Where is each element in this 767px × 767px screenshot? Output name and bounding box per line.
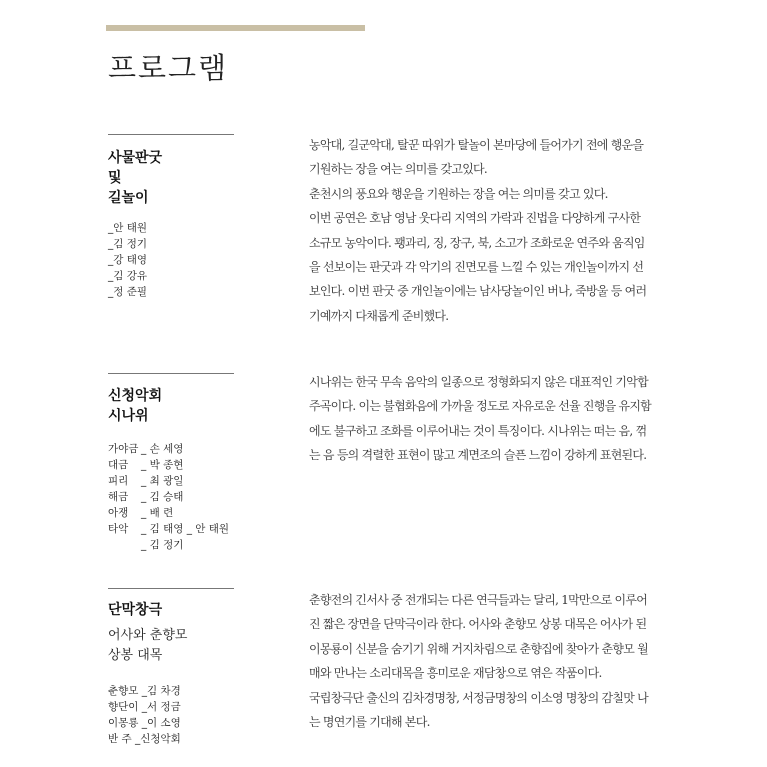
section-title: 사물판굿 및 길놀이 xyxy=(108,150,163,206)
member: _ 김 정기 xyxy=(141,539,184,551)
section-description xyxy=(309,370,654,468)
member: _정 준필 xyxy=(108,286,148,298)
section-description xyxy=(309,588,654,734)
section-title: 단막창극 xyxy=(108,602,163,618)
description-paragraph: 시나위는 한국 무속 음악의 일종으로 정형화되지 않은 대표적인 기악합주곡이다. 이는 불협화음에 가까울 정도로 자유로운 선율 진행을 유지함에도 불구하고 조화를 이루어내는 것이 특징이다. 시나위는 떠는 음, 꺾는 음 등의 격렬한 표현이 많고 계면조의 슬픈 느낌이 강하게 표현된다. xyxy=(309,375,652,463)
member: 대금 _ 박 종현 xyxy=(108,459,184,471)
member-list xyxy=(108,220,147,300)
member: 해금 _ 김 승태 xyxy=(108,491,184,503)
member: 타악 _ 김 태영 _ 안 태원 xyxy=(108,523,230,535)
section-divider xyxy=(108,373,234,374)
member: 가야금 _ 손 세영 xyxy=(108,443,184,455)
member: 반 주 _신청악회 xyxy=(108,733,181,745)
description-paragraph: 춘향전의 긴서사 중 전개되는 다른 연극들과는 달리, 1막만으로 이루어진 짧은 장면을 단막극이라 한다. 어사와 춘향모 상봉 대목은 어사가 된 이몽룡이 신분을 숨기기 위해 거지차림으로 춘향집에 찾아가 춘향모 월매와 만나는 소리대목을 흥미로운 재담창으로 엮은 작품이다. xyxy=(309,593,648,681)
member: 피리 _ 최 광일 xyxy=(108,475,184,487)
section-divider xyxy=(108,134,234,135)
description-paragraph: 농악대, 길군악대, 탈꾼 따위가 탈놀이 본마당에 들어가기 전에 행운을 기원하는 장을 여는 의미를 갖고있다. xyxy=(309,138,644,177)
member: 아쟁 _ 배 련 xyxy=(108,507,174,519)
member: 춘향모 _김 차경 xyxy=(108,685,181,697)
member: _김 정기 xyxy=(108,238,148,250)
member: _강 태영 xyxy=(108,254,148,266)
member: 이몽룡 _이 소영 xyxy=(108,717,181,729)
description-paragraph: 국립창극단 출신의 김차경명창, 서정금명창의 이소영 명창의 감칠맛 나는 명연기를 기대해 본다. xyxy=(309,690,648,730)
member: 향단이 _서 정금 xyxy=(108,701,181,713)
top-accent-bar xyxy=(106,25,365,31)
member: _안 태원 xyxy=(108,222,148,234)
member: _김 강유 xyxy=(108,270,148,282)
section-divider xyxy=(108,588,234,589)
page-title: 프로그램 xyxy=(108,51,229,85)
member-list xyxy=(108,441,229,553)
section-subtitle: 어사와 춘향모 상봉 대목 xyxy=(108,628,188,663)
description-paragraph: 춘천시의 풍요와 행운을 기원하는 장을 여는 의미를 갖고 있다. xyxy=(309,186,608,201)
description-paragraph: 이번 공연은 호남 영남 웃다리 지역의 가락과 진법을 다양하게 구사한 소규모 농악이다. 꽹과리, 징, 장구, 북, 소고가 조화로운 연주와 움직임을 선보이는 판굿과 각 악기의 진면모를 느낄 수 있는 개인놀이까지 선보인다. 이번 판굿 중 개인놀이에는 남사당놀이인 버나, 죽방울 등 여러 기예까지 다채롭게 준비했다. xyxy=(309,211,647,323)
section-description xyxy=(309,133,654,328)
section-title: 신청악회 시나위 xyxy=(108,388,163,424)
member-list xyxy=(108,683,181,747)
